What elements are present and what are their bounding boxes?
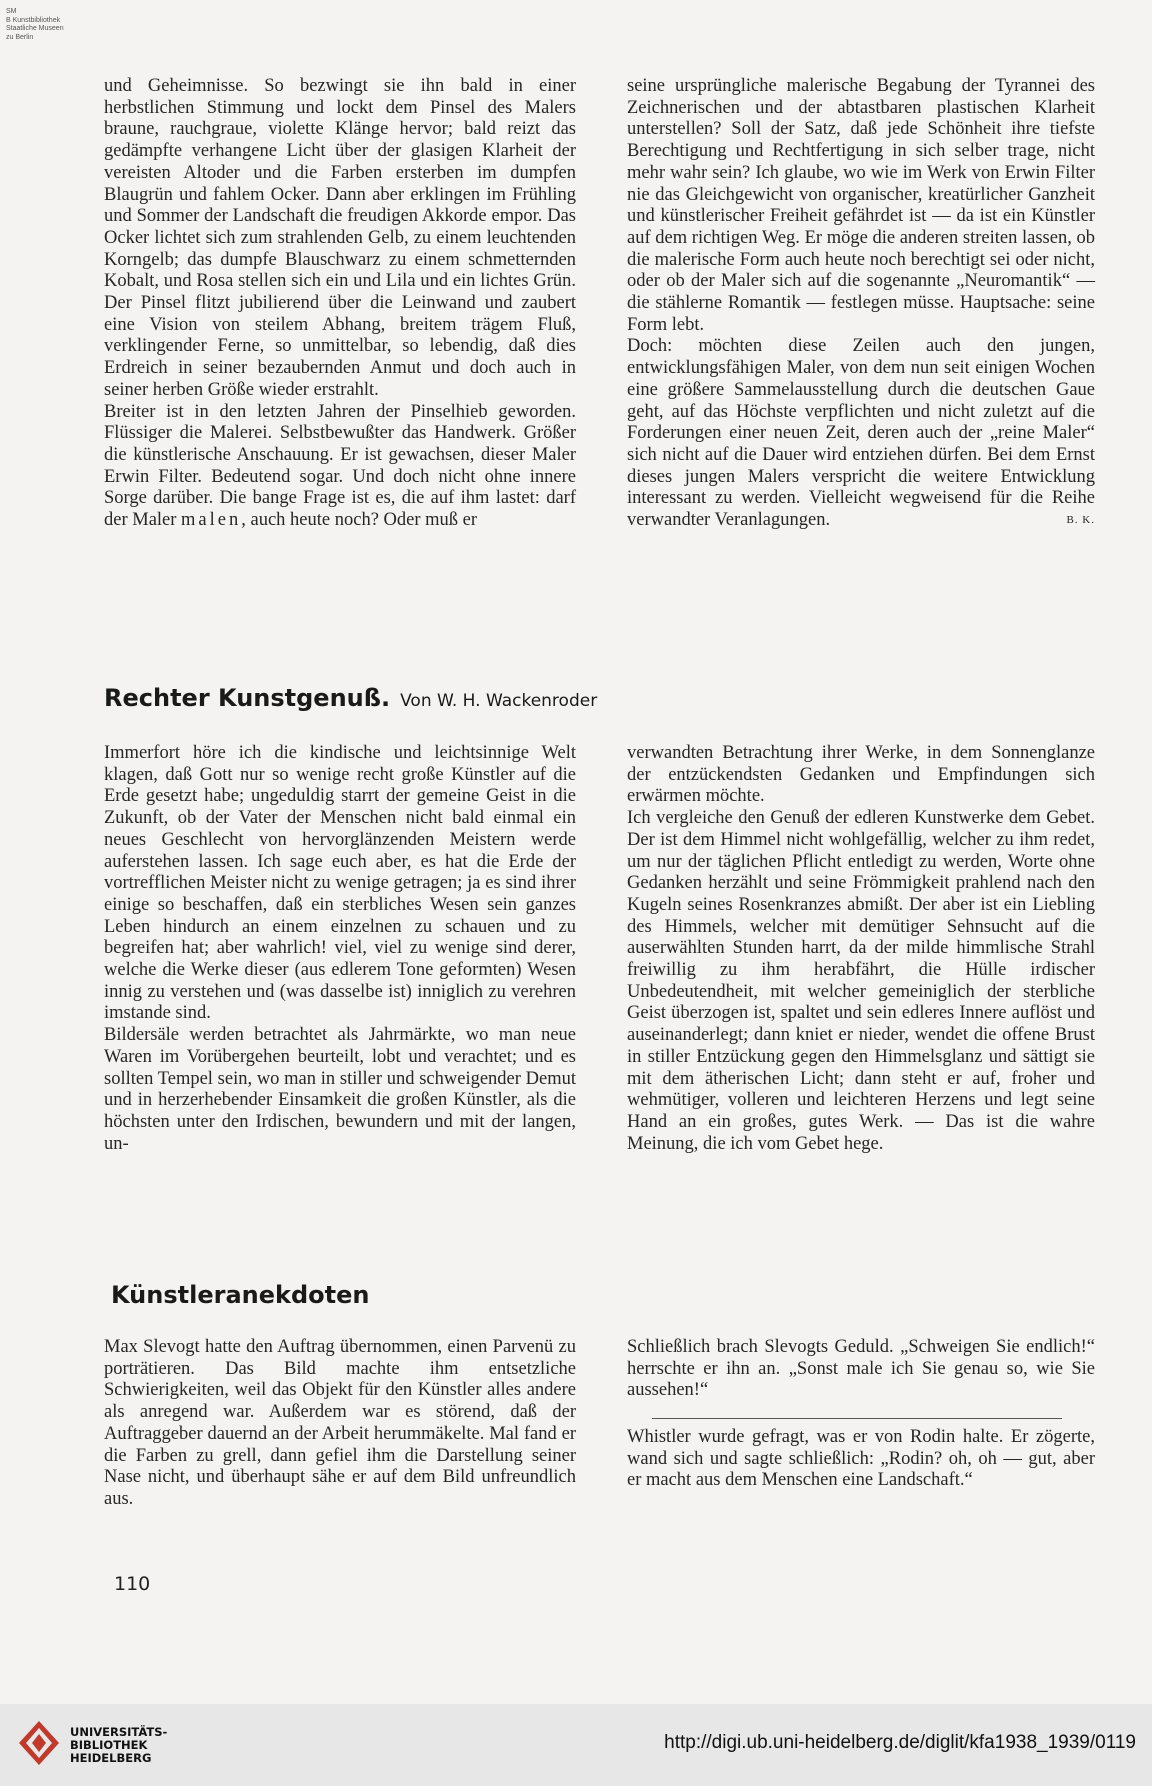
- footer-bar: [0, 1704, 1152, 1786]
- paragraph: Schließlich brach Slevogts Geduld. „Schweigen Sie endlich!“ herrschte er ihn an. „Sonst male ich Sie genau so, wie Sie aussehen!“: [627, 1337, 1095, 1401]
- paragraph: Bildersäle werden betrachtet als Jahrmärkte, wo man neue Waren im Vorübergehen beurteilt, lobt und verachtet; und es sollten Tempel sein, wo man in stiller und schweigender Demut und in herzerhebender Einsamkeit die großen Künstler, als die höchsten unter den Irdischen, bewundern und mit der langen, un-: [104, 1025, 576, 1154]
- anecdotes-heading: Künstleranekdoten: [111, 1281, 370, 1309]
- paragraph-text: , auch heute noch? Oder muß er: [241, 510, 478, 531]
- library-name-line: BIBLIOTHEK: [70, 1738, 148, 1752]
- library-name: [70, 1726, 167, 1765]
- section2-right-column: [627, 743, 1095, 1155]
- paragraph: Whistler wurde gefragt, was er von Rodin halte. Er zögerte, wand sich und sagte schließlich: „Rodin? oh, oh — gut, aber er macht aus dem Menschen eine Landschaft.“: [627, 1427, 1095, 1491]
- heading-title: Rechter Kunstgenuß.: [104, 684, 391, 712]
- paragraph: und Geheimnisse. So bezwingt sie ihn bald in einer herbstlichen Stimmung und lockt dem Pinsel des Malers braune, rauchgraue, violette Klänge hervor; bald reizt das gedämpfte verhangene Licht über der glasigen Klarheit der vereisten Altoder und die Farben ersterben im dumpfen Blaugrün und fahlem Ocker. Dann aber erklingen im Frühling und Sommer der Landschaft die freudigen Akkorde empor. Das Ocker lichtet sich zum strahlenden Gelb, zu einem leuchtenden Korngelb; das dumpfe Blauschwarz zu einem schmetternden Kobalt, und Rosa stellen sich ein und Lila und ein lichtes Grün. Der Pinsel flitzt jubilierend über die Leinwand und zaubert eine Vision von steilem Abhang, breitem trägem Fluß, verklingender Ferne, so unmittelbar, so lebendig, daß dies Erdreich in seiner bezaubernden Anmut und doch auch in seiner herben Größe wieder erstrahlt.: [104, 76, 576, 400]
- stamp-line: Staatliche Museen: [6, 25, 64, 32]
- section1-right-column: [627, 76, 1095, 532]
- stamp-line: zu Berlin: [6, 33, 34, 41]
- author-signature: B. K.: [1066, 514, 1095, 527]
- paragraph-text: Doch: möchten diese Zeilen auch den jungen, entwicklungsfähigen Maler, von dem nun seit einigen Wochen eine größere Sammelausstellung durch die deutschen Gaue geht, auf das Höchste verpflichten und nicht zuletzt auf die Forderungen einer neuen Zeit, deren auch der „reine Maler“ sich nicht auf die Dauer wird entziehen dürfen. Bei dem Ernst dieses jungen Malers verspricht die weitere Entwicklung interessant zu werden. Vielleicht wegweisend für die Reihe verwandter Veranlagungen.: [627, 336, 1095, 531]
- article-heading: [104, 684, 597, 712]
- stamp-line: SM: [6, 8, 17, 15]
- anecdote-divider: [652, 1418, 1062, 1419]
- paragraph: Ich vergleiche den Genuß der edleren Kunstwerke dem Gebet. Der ist dem Himmel nicht wohlgefällig, welcher zu ihm redet, um nur der täglichen Pflicht entledigt zu werden, Worte ohne Gedanken herzählt und seine Frömmigkeit prahlend nach den Kugeln seines Rosenkranzes abmißt. Der aber ist ein Liebling des Himmels, welcher mit demütiger Sehnsucht auf die auserwählten Stunden harrt, da der milde himmlische Strahl freiwillig zu ihm herabfährt, die Hülle irdischer Unbedeutendheit, mit welcher gemeiniglich der sterbliche Geist überzogen ist, spaltet und sein edleres Innere auflöst und auseinanderlegt; dann kniet er nieder, wendet die offene Brust in stiller Entzückung gegen den Himmelsglanz und sättigt sie mit dem ätherischen Licht; dann steht er auf, froher und wehmütiger, volleren und leichteren Herzens und legt seine Hand an ein großes, gutes Werk. — Das ist die wahre Meinung, die ich vom Gebet hege.: [627, 808, 1095, 1154]
- library-stamp: [6, 8, 64, 42]
- emphasized-word: malen: [181, 510, 242, 531]
- paragraph: seine ursprüngliche malerische Begabung der Tyrannei des Zeichnerischen und der abtastbaren plastischen Klarheit unterstellen? Soll der Satz, daß jede Schönheit ihre tiefste Berechtigung und Rechtfertigung in sich selber trage, nicht mehr wahr sein? Ich glaube, wo wie im Werk von Erwin Filter nie das Gleichgewicht von organischer, kreatürlicher Ganzheit und künstlerischer Freiheit gefährdet ist — da ist ein Künstler auf dem richtigen Weg. Er möge die anderen streiten lassen, ob die malerische Form auch heute noch berechtigt sei oder nicht, oder ob der Maler sich auf die sogenannte „Neuromantik“ — die stählerne Romantik — festlegen müsse. Hauptsache: seine Form lebt.: [627, 76, 1095, 335]
- library-name-line: UNIVERSITÄTS-: [70, 1725, 168, 1739]
- stamp-line: B Kunstbibliothek: [6, 16, 61, 24]
- section3-right-column-second: [627, 1427, 1095, 1492]
- paragraph-text: Breiter ist in den letzten Jahren der Pinselhieb geworden. Flüssiger die Malerei. Selbstbewußter das Handwerk. Größer die künstlerische Anschauung. Er ist gewachsen, dieser Maler Erwin Filter. Bedeutend sogar. Und doch nicht ohne innere Sorge darüber. Die bange Frage ist es, die auf ihm lastet: darf der Maler: [104, 401, 576, 531]
- paragraph: [104, 402, 576, 532]
- section3-right-column: [627, 1337, 1095, 1402]
- library-name-line: HEIDELBERG: [70, 1751, 152, 1765]
- paragraph: Max Slevogt hatte den Auftrag übernommen, einen Parvenü zu porträtieren. Das Bild machte ihm entsetzliche Schwierigkeiten, weil das Objekt für den Künstler alles andere als anregend war. Außerdem war es störend, daß der Auftraggeber dauernd an der Arbeit herummäkelte. Mal fand er die Farben zu grell, dann gefiel ihm die Darstellung seiner Nase nicht, und überhaupt sähe er auf dem Bild unfreundlich aus.: [104, 1337, 576, 1509]
- university-library-logo-icon: [16, 1718, 62, 1768]
- section3-left-column: [104, 1337, 576, 1511]
- section1-left-column: [104, 76, 576, 532]
- paragraph: verwandten Betrachtung ihrer Werke, in dem Sonnenglanze der entzückendsten Gedanken und Empfindungen sich erwärmen möchte.: [627, 743, 1095, 807]
- page-number: 110: [114, 1573, 151, 1595]
- paragraph: Immerfort höre ich die kindische und leichtsinnige Welt klagen, daß Gott nur so wenige recht große Künstler auf die Erde gesetzt habe; ungeduldig starrt der gemeine Geist in die Zukunft, ob der Vater der Menschen nicht bald einmal ein neues Geschlecht von hervorglänzenden Meistern werde auferstehen lassen. Ich sage euch aber, es hat die Erde der vortrefflichen Meister nicht zu wenige getragen; ja es sind ihrer einige so beschaffen, daß ein sterbliches Wesen sein ganzes Leben hindurch an einem einzelnen zu schauen und zu begreifen hat; aber wahrlich! viel, viel zu wenige sind derer, welche die Werke dieser (aus edlerem Tone geformten) Wesen innig zu verstehen und (was dasselbe ist) inniglich zu verehren imstande sind.: [104, 743, 576, 1024]
- paragraph: [627, 336, 1095, 531]
- section2-left-column: [104, 743, 576, 1155]
- heading-byline: Von W. H. Wackenroder: [400, 691, 598, 711]
- source-url: http://digi.ub.uni-heidelberg.de/diglit/kfa1938_1939/0119: [664, 1732, 1136, 1753]
